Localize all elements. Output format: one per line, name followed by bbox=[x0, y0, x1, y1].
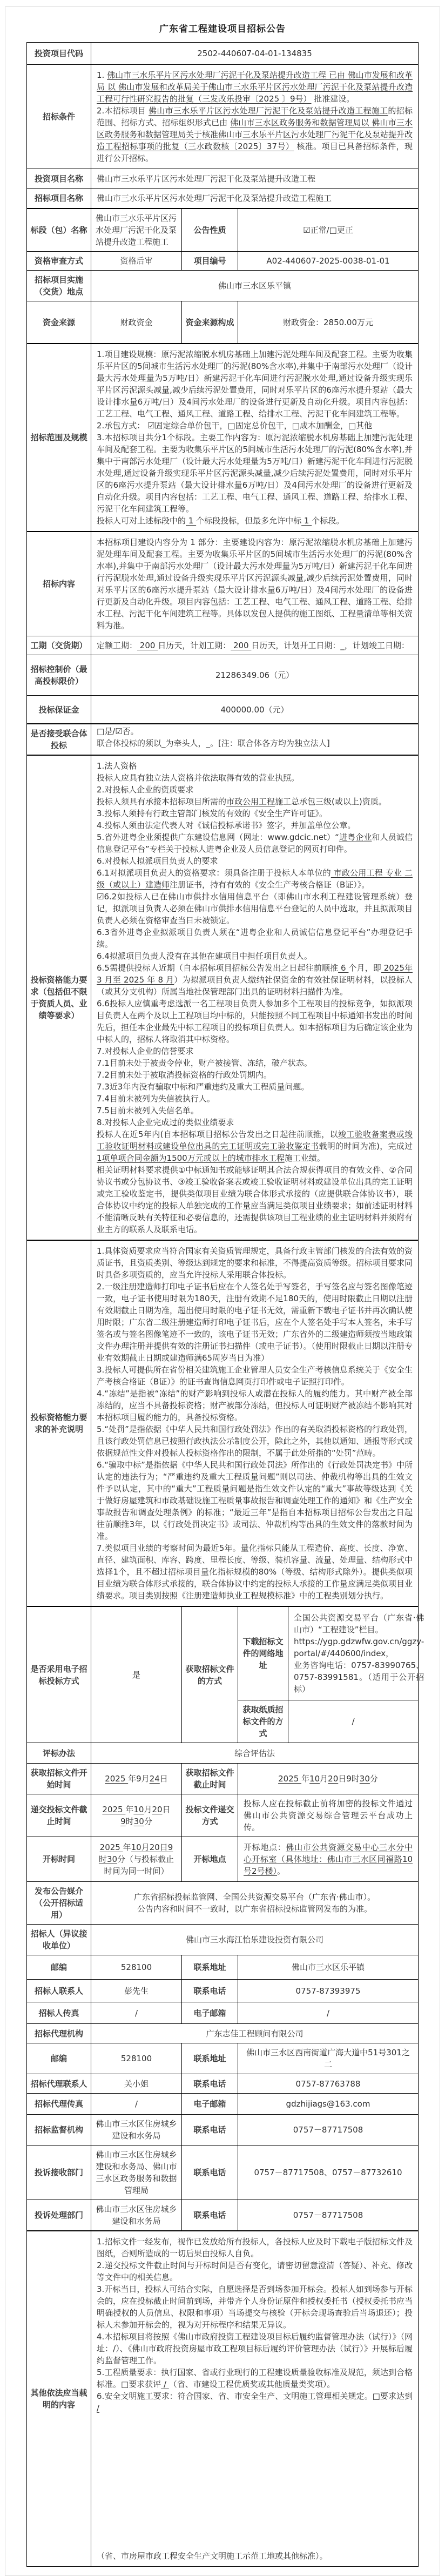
label-delivery-location: 招标项目实施（交货）地点 bbox=[34, 275, 83, 297]
value-investment-name: 佛山市三水乐平片区污水处理厂污泥干化及泵站提升改造工程 bbox=[91, 169, 418, 188]
label-tenderer-email: 电子邮箱 bbox=[181, 2002, 238, 2023]
value-agency-phone: 0757-87763788 bbox=[238, 2074, 418, 2093]
label-supervisor: 招标监督机构 bbox=[34, 2125, 83, 2135]
row-tender-name bbox=[27, 188, 418, 208]
label-price-ceiling: 招标控制价（最高投标限价） bbox=[30, 664, 87, 686]
label-agency: 招标代理机构 bbox=[34, 2028, 83, 2039]
value-tenderer-postcode: 528100 bbox=[91, 1955, 181, 1979]
row-qualification-requirements bbox=[27, 755, 418, 1240]
row-agency-contact bbox=[27, 2074, 418, 2093]
label-agency-phone: 联系电话 bbox=[181, 2074, 238, 2093]
label-complaint-receiver: 投诉接收部门 bbox=[34, 2168, 83, 2177]
row-tender-scope bbox=[27, 343, 418, 531]
row-duration bbox=[27, 636, 418, 655]
label-project-number: 项目编号 bbox=[181, 252, 238, 270]
row-funding-source bbox=[27, 301, 418, 343]
row-agency bbox=[27, 2023, 418, 2043]
value-price-ceiling: 21286349.06（元） bbox=[91, 655, 418, 695]
label-complaint-handler: 投诉处理部门 bbox=[34, 2210, 83, 2220]
row-price-ceiling bbox=[27, 655, 418, 695]
value-complaint-handler: 佛山市三水区住房城乡建设和水务局 bbox=[91, 2200, 181, 2230]
value-tenderer-contact: 彭先生 bbox=[91, 1980, 181, 2002]
label-agency-fax: 招标代理传真 bbox=[34, 2099, 83, 2109]
label-notice-nature: 公告性质 bbox=[181, 209, 238, 251]
value-agency-postcode: 528100 bbox=[91, 2043, 181, 2074]
label-other-required-content: 其他依法应当载明的内容 bbox=[30, 2388, 87, 2410]
page-title: 广东省工程建设项目招标公告 bbox=[159, 24, 286, 35]
label-opening-place: 开标地点 bbox=[181, 1837, 238, 1881]
label-funding-composition: 资金来源构成 bbox=[181, 301, 238, 343]
label-funding-source: 资金来源 bbox=[42, 317, 75, 327]
label-submission-deadline: 递交投标文件截止时间 bbox=[30, 1805, 87, 1826]
value-download-address: 全国公共资源交易平台（广东省·佛山市）“工程建设”栏目。 https://ygp.gdzwfw.gov.cn/ggzy-portal/#/440600/index， 业务咨询电话：0757-83990765、0757-83991581。（适用于公开招标） bbox=[288, 1607, 429, 1700]
value-submission-method: 投标人应在投标截止前将加密的投标文件通过佛山市公共资源交易综合管理云平台成功上传。 bbox=[238, 1794, 418, 1837]
label-tenderer-contact: 招标人联系人 bbox=[34, 1986, 83, 1996]
value-qualification-supplement: 1.具体资质要求应当符合国家有关资质管理规定，具备行政主管部门核发的合法有效的资质证书，且资质类别、等级达到规定的要求和标准，不得提高资质等级。招标项目要求同时具备多项资质的，应当允许投标人采用联合体投标。 2.一级注册建造师打印电子证书后应在个人签名处手写签名，手写签名应与签名图像笔迹一致，电子证书使用时限为180天，注册有效期不足180天的，使用时限截止日期以注册有效期截止日期为准，超出使用时限的电子证书无效，需重新下载电子证书并再次确认使用时限；广东省二级注册建造师打印电子证书后，应在个人签名处手写本人签名，未手写签名或与签名图像笔迹不一致的，该电子证书无效；广东省外的二级建造师须按当地政策文件办理注册并提供有效的注册证书扫描件（或电子证书）。（使用时限截止日期以注册专业有效期截止日期或建造师满65周岁当日为准） 3.投标人可提供所在省份相关建筑施工企业管理人员安全生产考核信息系统关于《安全生产考核合格证（B证）》的证书查询信息网页打印件或电子证照打印件。 4.“冻结”是指被“冻结”的财产影响到投标人或潜在投标人的履约能力。其中财产被全部冻结的，应当不具备投标资格；财产被部分冻结，但投标人可证明财产被冻结不影响其对本招标项目履约能力的，具备投标资格。 5.“处罚”是指依据《中华人民共和国行政处罚法》作出的有关取消投标资格的行政处罚，且该行政处罚信息已按照行政执法公示制度公开，除此之外，其他以通知、通报等形式或依据规范性文件对投标人投标资格作出的限制，不属于此处所指的“处罚”范畴。 6.“骗取中标”是指依据《中华人民共和国行政处罚法》所作出的《行政处罚决定书》中所认定的违法行为；“严重违约及重大工程质量问题”则以司法、仲裁机构等出具的生效文件予以认定，其中的“重大”工程质量问题是指生效文件认定的“重大”事故等级达到《关于做好房屋建筑和市政基础设施工程质量事故报告和调查处理工作的通知》和《生产安全事故报告和调查处理条例》的标准；“最近三年”是指自本招标项目招标公告发出之日起往前顺推3年，以《行政处罚决定书》或司法、仲裁机构等出具的生效文件的落款时间为准。 7.类似项目业绩的考察时间为最近5年。量化指标只能从工程造价、高度、长度、净宽、直径、建筑面积、库容、跨度、里程长度、等级、装机容量、流量、处理量、结构形式中选择1个，且不超过招标项目量化指标规模的80%（等级、结构形式除外）。提供类似项目业绩为联合体形式承接的，联合体协议中约定的投标人承接的工作量应满足类似项目业绩要求。项目类别按照《注册建造师执业工程规模标准》中的工程类别划分执行。 bbox=[91, 1241, 418, 1606]
label-section-name: 标段（包）名称 bbox=[30, 225, 87, 235]
label-qualification-requirements: 投标资格能力要求（包括但不限于资质人员、业绩等要求） bbox=[30, 975, 87, 1020]
row-announcement-media bbox=[27, 1881, 418, 1924]
label-tenderer-postcode: 邮编 bbox=[50, 1962, 67, 1972]
row-tender-content bbox=[27, 531, 418, 636]
value-paper-document: / bbox=[288, 1700, 418, 1743]
label-tenderer-fax: 招标人传真 bbox=[38, 2008, 79, 2018]
label-complaint-handler-phone: 联系电话 bbox=[181, 2200, 238, 2230]
value-submission-deadline: 2025 年10月20日 9时30分 bbox=[91, 1794, 181, 1837]
value-section-name: 佛山市三水乐平片区污水处理厂污泥干化及泵站提升改造工程施工 bbox=[91, 209, 181, 251]
label-announcement-media: 发布公告媒介（公开招标适用） bbox=[34, 1886, 83, 1920]
value-tender-conditions: 1. 佛山市三水乐平片区污水处理厂污泥干化及泵站提升改造工程 已由 佛山市发展和改革局 以 佛山市发展和改革局关于佛山市三水乐平片区污水处理厂污泥干化及泵站提升改造工程可行性研究报告的批复（三发改乐投审〔2025 〕9号） 批准建设。 2.本招标项目 佛山市三水乐平片区污水处理厂污泥干化及泵站提升改造工程施工的招标范围、招标方式、招标组织形式已由 佛山市三水区政务服务和数据管理局以 佛山市三水区政务服务和数据管理局关于核准佛山市三水乐平片区污水处理厂污泥干化及泵站提升改造工程招标事项的批复（三水政数核〔2025〕37号） 核准。项目已具备招标条件，现进行公开招标。 bbox=[91, 65, 418, 169]
row-prequalification bbox=[27, 251, 418, 270]
subrow-paper bbox=[238, 1700, 418, 1743]
value-tenderer-address: 佛山市三水区乐平镇 bbox=[238, 1955, 418, 1979]
label-document-start-time: 获取招标文件开始时间 bbox=[30, 1768, 87, 1790]
label-bid-deposit: 投标保证金 bbox=[38, 704, 79, 715]
row-bid-opening bbox=[27, 1837, 418, 1881]
value-prequalification: 资格后审 bbox=[91, 252, 181, 270]
label-evaluation-method: 评标办法 bbox=[42, 1748, 75, 1758]
value-tender-name: 佛山市三水乐平片区污水处理厂污泥干化及泵站提升改造工程施工 bbox=[91, 189, 418, 208]
value-agency-contact: 关小姐 bbox=[91, 2074, 181, 2093]
label-consortium: 是否接受联合体投标 bbox=[30, 729, 87, 750]
row-tenderer bbox=[27, 1924, 418, 1955]
label-tenderer: 招标人（异议接收单位） bbox=[30, 1929, 87, 1951]
value-delivery-location: 佛山市三水区乐平镇 bbox=[91, 271, 418, 301]
value-opening-time: 2025 年10月20日9时30分（与投标截止时间为同一时间） bbox=[91, 1837, 181, 1881]
row-tender-conditions bbox=[27, 64, 418, 169]
value-announcement-media: 广东省招标投标监管网、全国公共资源交易平台（广东省·佛山市）。 公告内容和时间不一致时，以广东省招标投标监管网发布的为准。 bbox=[91, 1882, 418, 1924]
value-tender-content: 本招标项目建设内容分为 1 部分：主要建设内容为：原污泥浓缩脱水机房基础上加建污泥处理车间及配套工程。主要为收集乐平片区的5间城市生活污水处理厂的污泥(80%含水率),并集中于南部污水处理厂（设计最大污水处理量为5万吨/日）新建污泥干化车间进行污泥脱水处理,通过设备升级实现乐平片区污泥源头减量,减少后续污泥处置费用，同时对乐平片区的6座污水提升泵站（最大设计排水量6万吨/日）及4间污水处理厂的设备进行更新及自动化升级。项目内容包括：工艺工程、电气工程、通风工程、道路工程、给排水工程、污泥干化车间建筑工程等。具体以发包人提供的施工图纸、工程量清单等相关资料为准。 bbox=[91, 532, 418, 636]
row-other-required-content bbox=[27, 2230, 418, 2566]
page-frame bbox=[5, 6, 440, 2576]
value-document-start-time: 2025 年9月24日 bbox=[91, 1764, 181, 1794]
row-delivery-location bbox=[27, 270, 418, 301]
row-complaint-handler bbox=[27, 2200, 418, 2230]
row-bid-deposit bbox=[27, 695, 418, 723]
label-tenderer-phone: 联系电话 bbox=[181, 1980, 238, 2002]
label-opening-time: 开标时间 bbox=[42, 1854, 75, 1864]
row-tenderer-contact bbox=[27, 1979, 418, 2002]
label-complaint-receiver-phone: 联系电话 bbox=[181, 2145, 238, 2200]
value-agency-fax: / bbox=[91, 2094, 181, 2114]
label-paper-document: 获取纸质招标文件的方式 bbox=[242, 1705, 284, 1738]
value-duration: 定额工期： 200 日历天，计划工期： 200 日历天，计划开工日期：_，计划竣工日期： bbox=[91, 636, 418, 655]
value-project-number: A02-440607-2025-0038-01-01 bbox=[238, 252, 418, 270]
label-duration: 工期（交货期） bbox=[30, 641, 87, 650]
value-tenderer-email: / bbox=[238, 2002, 418, 2023]
row-electronic-bidding bbox=[27, 1606, 424, 1743]
label-tender-content: 招标内容 bbox=[42, 579, 75, 589]
label-tenderer-address: 联系地址 bbox=[181, 1955, 238, 1979]
value-bid-deposit: 400000.00（元） bbox=[91, 696, 418, 723]
label-agency-email: 电子邮箱 bbox=[181, 2094, 238, 2114]
value-complaint-receiver: 佛山市三水区住房城乡建设和水务局、佛山市三水区政务服务和数据管理局 bbox=[91, 2145, 181, 2200]
label-electronic-bidding: 是否采用电子招标投标方式 bbox=[30, 1664, 87, 1686]
value-investment-code: 2502-440607-04-01-134835 bbox=[91, 43, 418, 64]
value-evaluation-method: 综合评估法 bbox=[91, 1743, 418, 1763]
value-agency-address: 佛山市三水区西南街道广海大道中51号301之二 bbox=[238, 2043, 418, 2074]
label-tender-conditions: 招标条件 bbox=[42, 112, 75, 122]
label-agency-contact: 招标代理联系人 bbox=[30, 2079, 87, 2089]
label-submission-method: 投标文件递交方式 bbox=[181, 1794, 238, 1837]
announcement-table bbox=[26, 42, 424, 2567]
label-document-end-time: 获取招标文件截止时间 bbox=[181, 1764, 238, 1794]
value-other-required-content: 1.招标文件一经发布，视作已发放给所有投标人，各投标人应及时下载电子版招标文件及图纸，否则所造成的一切后果由投标人自负。 2.递交投标文件截止时间与开标时间是否有变化，请密切留意澄清（答疑）、补充、修改等文件中的相关信息。 3.开标当日，投标人可结合实际，自愿选择是否到场参加开标会。投标人如到场参与开标会的，应在投标截止时间前到场，并带齐个人身份证原件和授权委托书（授权委托书应当明确授权的人员信息、权限和事项）当场提交与核验（开标会现场查验后当场退还）；投标人未参加开标会的，视为对开标程序和结果无异议。 4.本招标项目将按照《佛山市政府投资工程建设项目标后履约监督管理办法（试行）》（网址：/）、《佛山市政府投资房屋市政工程项目标后履约评价管理办法（试行）》开展标后履约监督管理工作。 5.工程质量要求：执行国家、省或行业现行的工程建设质量验收标准及规范，须达到合格标准。□要求获评 / （省、市建设工程优质奖或其他质量类奖项）。 6.安全文明施工要求：符合国家、省、市安全生产、文明施工管理相关规定。□要求达到 / （省、市房屋市政工程安全生产文明施工示范工地或其他标准）。 bbox=[91, 2231, 418, 2566]
value-complaint-receiver-phone: 0757－87717508、0757－87732610 bbox=[238, 2145, 418, 2200]
label-investment-code: 投资项目代码 bbox=[34, 49, 83, 58]
row-evaluation-method bbox=[27, 1743, 418, 1763]
value-tenderer-phone: 0757-87393975 bbox=[238, 1980, 418, 2002]
label-tender-name: 招标项目名称 bbox=[34, 193, 83, 203]
value-funding-composition: 财政资金：2850.00万元 bbox=[238, 301, 418, 343]
label-supervisor-phone: 联系电话 bbox=[181, 2115, 238, 2145]
label-agency-address: 联系地址 bbox=[181, 2043, 238, 2074]
value-notice-nature: ☑正常/□更正 bbox=[238, 209, 418, 251]
value-qualification-requirements: 1.法人资格 投标人应具有独立法人资格并依法取得有效的营业执照。 2.对投标人企业的资质要求 投标人须具有承接本招标项目所需的市政公用工程施工总承包三级(或以上)资质。 3.投标人须持有行政主管部门核发的有效的《安全生产许可证》。 4.投标人须由法定代表人对《诚信投标承诺书》签字，并加盖单位公章。 5.省外进粤企业须提供广东建设信息网（网址：www.gdcic.net）“进粤企业和人员诚信信息登记平台”专栏关于投标人进粤企业及人员信息登记的网页打印件。 6.对投标人拟派项目负责人的要求 6.1对拟派项目负责人的资格要求：须具备注册于投标人本单位的 市政公用工程 专业 二级（或以上）建造师注册证书，持有有效的《安全生产考核合格证（B证）》。 ☑6.2如投标人已在佛山市供排水信用信息平台（即佛山市水利工程建设管理系统）登记，拟派项目负责人必须在佛山市供排水信用信息平台登记的人员中选取，并且拟派项目负责人必须在资格审查当日未被锁定。 6.3省外进粤企业拟派项目负责人须在“进粤企业和人员诚信信息登记平台”办理登记手续。 6.4拟派项目负责人没有在其他在建项目中担任项目负责人。 6.5需提供投标人近期（自本招标项目招标公告发出之日起往前顺推 6 个月，即 2025年 3 月至 2025 年 8 月）为拟派项目负责人缴纳社保资金的有效社保证明材料，以投标人（或其分支机构）所属当地社保管理部门出具的证明材料扫描件为准。 6.6投标人应慎重考虑选派一名工程项目负责人参加多个工程项目的投标竞争，如拟派项目负责人在两个及以上工程项目均中标的，只能按照不同工程项目中标通知书发出的时间先后，担任本企业最先中标工程项目的投标项目负责人。如本招标项目为后确定该企业为中标人的，招标人将取消其中标资格。 7.对投标人企业的信誉要求 7.1目前未处于被责令停业，财产被接管、冻结，破产状态。 7.2目前未处于被取消投标资格的行政处罚期内。 7.3近3年内没有骗取中标和严重违约及重大工程质量问题。 7.4目前未被列为失信被执行人。 7.5目前未被列入失信名单。 8.对投标人企业完成过的类似业绩要求 投标人在近5年内(自本招标项目招标公告发出之日起往前顺推，以竣工验收备案表或竣工验收证明材料或建设单位出具的完工证明或完工验收鉴定书载明的时间为准)，完成过 1项单项合同金额为1500万元或以上的城市排水工程施工业绩。 相关证明材料要求提供①中标通知书或能够证明其合法合规获得项目的有效文件、②合同协议书或分包协议书、③竣工验收备案表或竣工验收证明材料或建设单位出具的完工证明或完工验收鉴定书，提供类似项目业绩为联合体形式承接的（应提供联合体协议书），联合体协议中约定的投标人单独完成的工作量应当满足类似项目业绩要求；如前述证明材料不能清晰反映有关特征和必要信息的，还需提供该项目工程业绩的业主证明材料并须附有业主方的联系人及联系电话。 bbox=[91, 756, 418, 1240]
label-tender-scope: 招标范围及规模 bbox=[30, 433, 87, 442]
label-prequalification: 资格审查方式 bbox=[34, 256, 83, 266]
label-qualification-supplement: 投标资格能力要求的补充说明 bbox=[30, 1413, 87, 1434]
row-consortium bbox=[27, 723, 418, 755]
value-tenderer: 佛山市三水海江怡乐建设投资有限公司 bbox=[91, 1925, 418, 1955]
row-document-time bbox=[27, 1763, 418, 1794]
value-opening-place: 开标地点：佛山市公共资源交易中心三水分中心开标室（具体地址：佛山市三水区同福路10号2号楼）。 bbox=[238, 1837, 418, 1881]
row-investment-code bbox=[27, 43, 418, 64]
row-tenderer-fax bbox=[27, 2002, 418, 2023]
value-tender-scope: 1.项目建设规模：原污泥浓缩脱水机房基础上加建污泥处理车间及配套工程。主要为收集乐平片区的5间城市生活污水处理厂的污泥(80%含水率),并集中于南部污水处理厂（设计最大污水处理量为5万吨/日）新建污泥干化车间进行污泥脱水处理,通过设备升级实现乐平片区污泥源头减量,减少后续污泥处置费用，同时对乐平片区的6座污水提升泵站（最大设计排水量6万吨/日）及4间污水处理厂的设备进行更新及自动化升级。项目内容包括：工艺工程、电气工程、通风工程、道路工程、给排水工程、污泥干化车间建筑工程等。 2.承包方式： ☑固定综合单价包干，□固定总价包干，□成本加酬金，□其他 3.本招标项目共分1个标段。主要工作内容为：原污泥浓缩脱水机房基础上加建污泥处理车间及配套工程。主要为收集乐平片区的5间城市生活污水处理厂的污泥(80%含水率),并集中于南部污水处理厂（设计最大污水处理量为5万吨/日）新建污泥干化车间进行污泥脱水处理,通过设备升级实现乐平片区污泥源头减量,减少后续污泥处置费用，同时对乐平片区的6座污水提升泵站（最大设计排水量6万吨/日）及4间污水处理厂的设备进行更新及自动化升级。项目内容包括：工艺工程、电气工程、通风工程、道路工程、给排水工程、污泥干化车间建筑工程等。 投标人可对上述标段中的 1 个标段投标，但最多允许中标 1 个标段。 bbox=[91, 344, 418, 531]
value-tenderer-fax: / bbox=[91, 2002, 181, 2023]
row-agency-fax bbox=[27, 2093, 418, 2114]
row-section-name bbox=[27, 208, 418, 251]
subrow-download bbox=[238, 1607, 424, 1700]
label-download-address: 下载招标文件的网络地址 bbox=[242, 1637, 284, 1670]
row-investment-name bbox=[27, 169, 418, 188]
row-submission-deadline bbox=[27, 1794, 418, 1837]
value-consortium: □是/☑否。 联合体投标的须以_为牵头人，_。[注：联合体各方均为独立法人] bbox=[91, 724, 418, 755]
value-complaint-handler-phone: 0757－87717508 bbox=[238, 2200, 418, 2230]
row-supervisor bbox=[27, 2114, 418, 2145]
value-agency: 广东志佳工程顾问有限公司 bbox=[91, 2024, 418, 2043]
row-agency-postcode bbox=[27, 2043, 418, 2074]
value-supervisor: 佛山市三水区住房城乡建设和水务局 bbox=[91, 2115, 181, 2145]
label-investment-name: 投资项目名称 bbox=[34, 173, 83, 184]
value-electronic-bidding: 是 bbox=[91, 1607, 181, 1743]
value-document-end-time: 2025 年10月20日9时30分 bbox=[238, 1764, 418, 1794]
row-qualification-supplement bbox=[27, 1240, 418, 1606]
value-supervisor-phone: 0757－87717508 bbox=[238, 2115, 418, 2145]
value-funding-source: 财政资金 bbox=[91, 301, 181, 343]
label-agency-postcode: 邮编 bbox=[50, 2054, 67, 2063]
value-agency-email: gdzhijiags@163.com bbox=[238, 2094, 418, 2114]
row-complaint-receiver bbox=[27, 2145, 418, 2200]
label-document-acquisition: 获取招标文件的方式 bbox=[181, 1607, 238, 1743]
row-tenderer-postcode bbox=[27, 1955, 418, 1979]
document-acquisition-split bbox=[238, 1607, 424, 1743]
